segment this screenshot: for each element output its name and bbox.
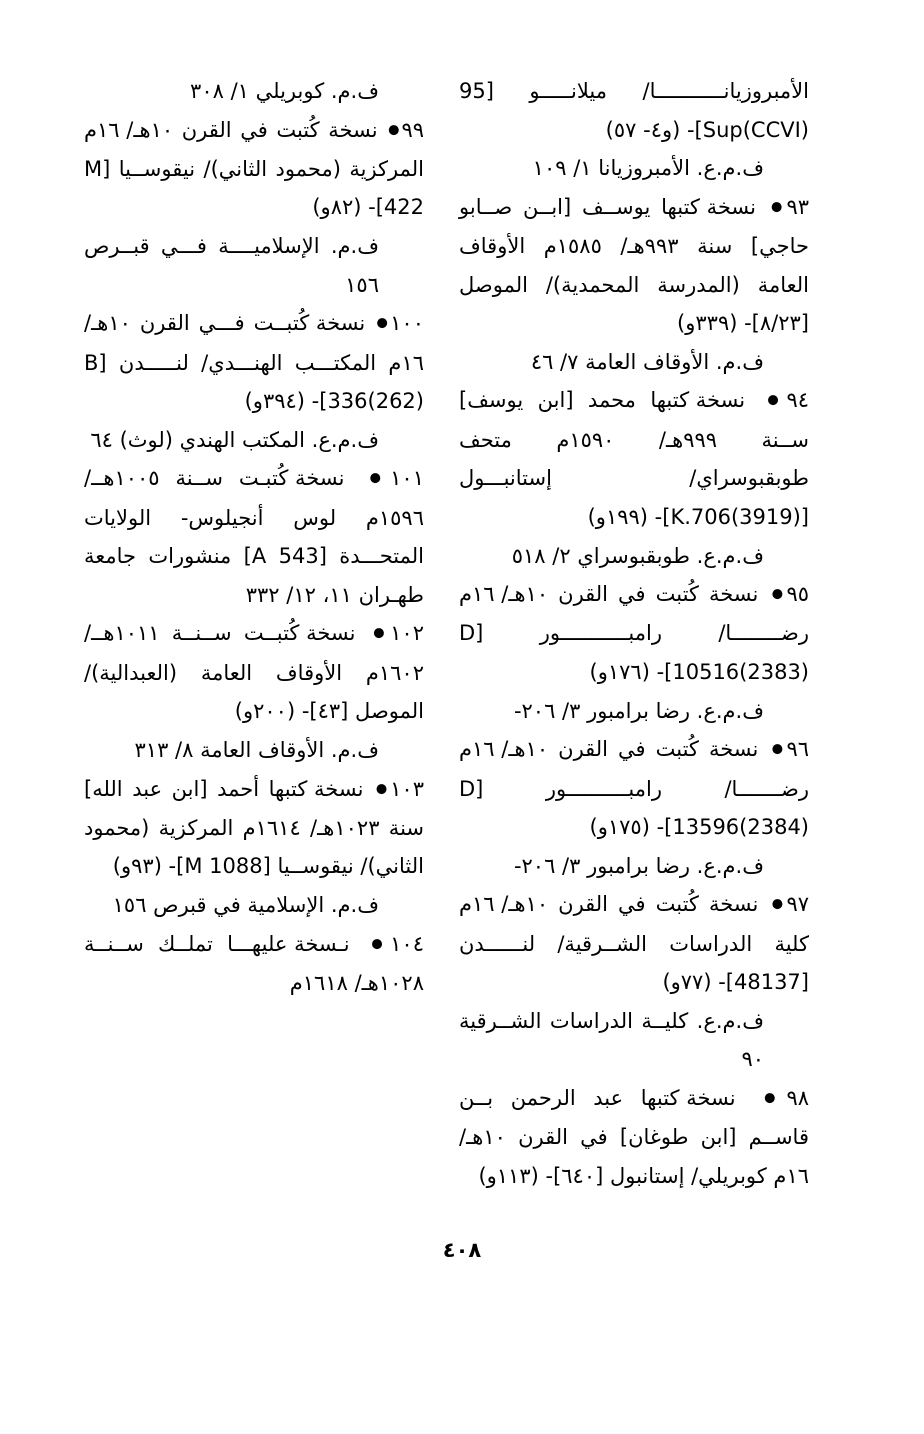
- entry-number: ٩٩: [401, 117, 424, 142]
- manuscript-entry: [84, 770, 424, 886]
- entry-text: ف.م. الإسلامية في قبرص ١٥٦: [112, 892, 379, 917]
- bullet-icon: ●: [363, 936, 391, 952]
- manuscript-entry: [84, 614, 424, 730]
- entry-text: نـسخة عليهـــا تملــك ســنــة ١٠٢٨هـ/ ١٦١٨م: [84, 931, 424, 995]
- entry-text: نسخة كتبها محمد [ابن يوسف] ســنة ٩٩٩هـ/ ١٥٩٠م متحف طوبقبوسراي/ إستانبـــول [K.706(3919)]- (١٩٩و): [459, 388, 809, 529]
- entry-text: ف.م. كوبريلي ١/ ٣٠٨: [190, 79, 379, 103]
- manuscript-entry: [459, 730, 809, 846]
- entry-text: نسخة كُتبت في القرن ١٠هـ/ ١٦م رضــــــــا/ رامبـــــــــــور [D 10516(2383)]- (١٧٦و): [459, 582, 809, 685]
- reference-line: [84, 421, 424, 460]
- entry-text: نسخة كُتبـت ســنة ١٠٠٥هــ/ ١٥٩٦م لوس أنجيلوس- الولايات المتحـــدة [A 543] منشورات جامعة طهـران ١١، ١٢/ ٣٣٢: [84, 466, 424, 607]
- reference-line: [84, 227, 424, 304]
- manuscript-entry: [84, 304, 424, 420]
- right-column: [459, 72, 809, 1195]
- entry-text: الأمبروزيانـــــــــــا/ ميلانـــــو [95 Sup(CCVI)]- (و٤- ٥٧): [459, 79, 809, 142]
- manuscript-entry: [84, 925, 424, 1003]
- left-column: [84, 72, 424, 1002]
- manuscript-entry: [84, 459, 424, 614]
- reference-line: [459, 692, 809, 731]
- entry-number: ٩٨: [786, 1085, 810, 1110]
- page-number: ٤٠٨: [442, 1238, 482, 1262]
- entry-text: نسخة كُتبت في القرن ١٠هـ/ ١٦م كلية الدراسات الشــرقية/ لنــــــدن [48137]- (٧٧و): [459, 892, 809, 995]
- manuscript-entry: [459, 381, 809, 536]
- entry-text: ف.م. الإسلاميــــة فـــي قبــرص ١٥٦: [84, 234, 379, 297]
- entry-number: ٩٤: [786, 388, 810, 413]
- entry-text: نسخة كُتبــت ســنــة ١٠١١هــ/ ١٦٠٢م الأوقاف العامة (العبدالية)/ الموصل [٤٣]- (٢٠٠و): [84, 621, 424, 724]
- entry-number: ٩٣: [786, 194, 809, 219]
- entry-text: نسخة كُتبــت فـــي القرن ١٠هـ/ ١٦م المكتـــب الهنـــدي/ لنـــــدن [B 336(262)]- (٣٩٤و): [84, 311, 424, 414]
- entry-text: نسخة كُتبت في القرن ١٠هـ/ ١٦م المركزية (محمود الثاني)/ نيقوســيا [M 422]- (٨٢و): [84, 117, 424, 220]
- manuscript-entry: [459, 575, 809, 691]
- entry-text: ف.م.ع. رضا برامبور ٣/ ٢٠٦-: [513, 698, 764, 723]
- bullet-icon: ●: [360, 471, 391, 487]
- manuscript-entry: [459, 885, 809, 1001]
- reference-line: [84, 886, 424, 925]
- bullet-icon: ●: [768, 586, 787, 602]
- entry-number: ١٠٠: [390, 311, 424, 336]
- entry-text: نسخة كُتبت في القرن ١٠هـ/ ١٦م رضـــــــا/ رامبــــــــــور [D 13596(2384)]- (١٧٥و): [459, 737, 809, 840]
- manuscript-entry: [459, 1079, 809, 1195]
- manuscript-entry: [459, 188, 809, 343]
- reference-line: [459, 847, 809, 886]
- entry-text: نسخة كتبها أحمد [ابن عبد الله] سنة ١٠٢٣هـ/ ١٦١٤م المركزية (محمود الثاني)/ نيقوســيا [M 1088]- (٩٣و): [84, 776, 425, 879]
- bullet-icon: ●: [367, 626, 391, 642]
- bullet-icon: ●: [768, 896, 787, 912]
- entry-text: ف.م.ع. طوبقبوسراي ٢/ ٥١٨: [511, 543, 764, 568]
- reference-line: [459, 72, 809, 149]
- entry-number: ١٠١: [390, 466, 424, 491]
- bullet-icon: ●: [374, 315, 391, 331]
- reference-line: [84, 72, 424, 111]
- entry-number: ٩٦: [786, 737, 809, 762]
- entry-number: ٩٥: [786, 582, 809, 607]
- bullet-icon: ●: [766, 199, 787, 215]
- reference-line: [459, 149, 809, 188]
- reference-line: [84, 731, 424, 770]
- entry-text: ف.م.ع. رضا برامبور ٣/ ٢٠٦-: [513, 853, 764, 878]
- entry-number: ٩٧: [786, 892, 809, 917]
- entry-text: نسخة كتبها يوســف [ابــن صــابو حاجي] سنة ٩٩٣هـ/ ١٥٨٥م الأوقاف العامة (المدرسة المحمدية)/ الموصل [٨/٢٣]- (٣٣٩و): [459, 194, 809, 336]
- entry-text: ف.م. الأوقاف العامة ٨/ ٣١٣: [134, 737, 379, 762]
- reference-line: [459, 537, 809, 576]
- entry-number: ١٠٣: [390, 776, 424, 801]
- entry-number: ١٠٢: [390, 621, 424, 646]
- entry-text: ف.م.ع. المكتب الهندي (لوث) ٦٤: [90, 427, 379, 452]
- bullet-icon: ●: [768, 741, 787, 757]
- entry-text: نسخة كتبها عبد الرحمن بــن قاســم [ابن طوغان] في القرن ١٠هـ/ ١٦م كوبريلي/ إستانبول [٦٤٠]- (١١٣و): [459, 1085, 809, 1188]
- reference-line: [459, 1002, 809, 1079]
- manuscript-entry: [84, 111, 424, 227]
- bullet-icon: ●: [386, 122, 402, 138]
- bullet-icon: ●: [753, 1090, 787, 1106]
- entry-text: ف.م. الأوقاف العامة ٧/ ٤٦: [530, 349, 764, 374]
- entry-text: ف.م.ع. كليــة الدراسات الشــرقية ٩٠: [459, 1008, 764, 1072]
- bullet-icon: ●: [759, 393, 787, 409]
- entry-text: ف.م.ع. الأمبروزيانا ١/ ١٠٩: [532, 156, 764, 181]
- reference-line: [459, 343, 809, 382]
- entry-number: ١٠٤: [390, 931, 424, 956]
- bullet-icon: ●: [373, 781, 391, 797]
